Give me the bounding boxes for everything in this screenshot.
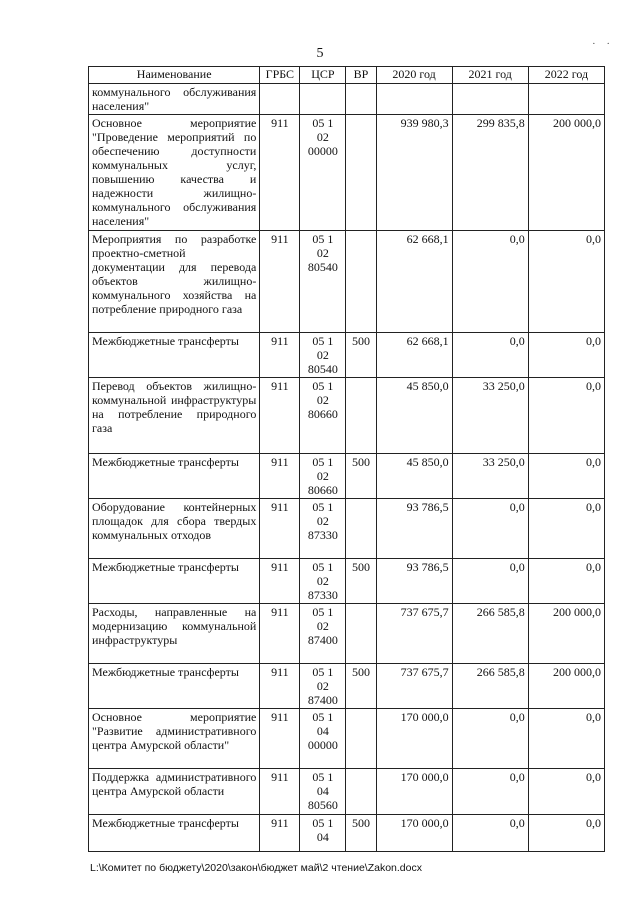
cell-y2020: 62 668,1 — [376, 333, 452, 378]
cell-csr: 05 1 02 80540 — [300, 333, 346, 378]
cell-grbs: 911 — [260, 333, 300, 378]
cell-y2020 — [376, 84, 452, 115]
cell-grbs: 911 — [260, 231, 300, 333]
cell-vr: 500 — [346, 664, 376, 709]
scan-specks: · · — [592, 38, 615, 50]
cell-vr — [346, 115, 376, 231]
cell-y2022: 200 000,0 — [528, 604, 604, 664]
cell-y2022: 0,0 — [528, 454, 604, 499]
header-name: Наименование — [89, 67, 260, 84]
header-2022: 2022 год — [528, 67, 604, 84]
table-row — [89, 709, 605, 769]
cell-csr: 05 1 02 87330 — [300, 499, 346, 559]
cell-y2020: 170 000,0 — [376, 709, 452, 769]
cell-y2020: 939 980,3 — [376, 115, 452, 231]
cell-y2022: 0,0 — [528, 231, 604, 333]
cell-y2021: 0,0 — [452, 231, 528, 333]
cell-name: Межбюджетные трансферты — [89, 559, 260, 604]
cell-csr: 05 1 02 80660 — [300, 378, 346, 454]
cell-name: Межбюджетные трансферты — [89, 815, 260, 852]
table-row — [89, 378, 605, 454]
cell-vr — [346, 378, 376, 454]
cell-y2020: 170 000,0 — [376, 769, 452, 815]
cell-vr: 500 — [346, 815, 376, 852]
cell-grbs: 911 — [260, 115, 300, 231]
cell-y2020: 93 786,5 — [376, 559, 452, 604]
table-row — [89, 604, 605, 664]
table-body — [89, 84, 605, 852]
cell-y2022: 200 000,0 — [528, 115, 604, 231]
cell-grbs: 911 — [260, 454, 300, 499]
cell-name: коммунального обслуживания населения" — [89, 84, 260, 115]
cell-grbs: 911 — [260, 709, 300, 769]
cell-grbs: 911 — [260, 604, 300, 664]
cell-grbs: 911 — [260, 664, 300, 709]
cell-y2022: 0,0 — [528, 333, 604, 378]
table-row — [89, 454, 605, 499]
cell-y2022: 0,0 — [528, 769, 604, 815]
cell-grbs: 911 — [260, 769, 300, 815]
cell-csr: 05 1 04 80560 — [300, 769, 346, 815]
cell-name: Расходы, направленные на модернизацию коммунальной инфраструктуры — [89, 604, 260, 664]
cell-csr: 05 1 02 87400 — [300, 604, 346, 664]
cell-vr — [346, 709, 376, 769]
cell-y2022 — [528, 84, 604, 115]
cell-name: Мероприятия по разработке проектно-сметной документации для перевода объектов жилищно-коммунального хозяйства на потребление природного газа — [89, 231, 260, 333]
cell-y2021: 0,0 — [452, 559, 528, 604]
cell-y2020: 737 675,7 — [376, 664, 452, 709]
cell-name: Основное мероприятие "Развитие административного центра Амурской области" — [89, 709, 260, 769]
cell-name: Межбюджетные трансферты — [89, 333, 260, 378]
cell-name: Оборудование контейнерных площадок для сбора твердых коммунальных отходов — [89, 499, 260, 559]
cell-y2022: 0,0 — [528, 709, 604, 769]
cell-y2022: 0,0 — [528, 815, 604, 852]
cell-vr: 500 — [346, 333, 376, 378]
cell-y2021: 0,0 — [452, 499, 528, 559]
cell-vr — [346, 604, 376, 664]
cell-y2021: 266 585,8 — [452, 664, 528, 709]
cell-y2021: 299 835,8 — [452, 115, 528, 231]
table-row — [89, 84, 605, 115]
cell-name: Межбюджетные трансферты — [89, 664, 260, 709]
header-2021: 2021 год — [452, 67, 528, 84]
cell-y2020: 62 668,1 — [376, 231, 452, 333]
header-2020: 2020 год — [376, 67, 452, 84]
cell-csr: 05 1 02 80660 — [300, 454, 346, 499]
cell-csr: 05 1 04 — [300, 815, 346, 852]
header-vr: ВР — [346, 67, 376, 84]
cell-y2022: 0,0 — [528, 499, 604, 559]
cell-vr — [346, 769, 376, 815]
cell-grbs: 911 — [260, 815, 300, 852]
cell-y2021: 0,0 — [452, 709, 528, 769]
cell-y2021: 0,0 — [452, 333, 528, 378]
cell-y2022: 200 000,0 — [528, 664, 604, 709]
cell-y2020: 170 000,0 — [376, 815, 452, 852]
cell-csr: 05 1 02 87400 — [300, 664, 346, 709]
table-row — [89, 115, 605, 231]
cell-y2020: 737 675,7 — [376, 604, 452, 664]
cell-y2021: 33 250,0 — [452, 378, 528, 454]
cell-y2021: 266 585,8 — [452, 604, 528, 664]
table-row — [89, 815, 605, 852]
cell-name: Межбюджетные трансферты — [89, 454, 260, 499]
cell-grbs: 911 — [260, 559, 300, 604]
cell-vr: 500 — [346, 454, 376, 499]
cell-y2021: 0,0 — [452, 815, 528, 852]
file-path-footer: L:\Комитет по бюджету\2020\закон\бюджет май\2 чтение\Zakon.docx — [90, 862, 422, 874]
table-row — [89, 231, 605, 333]
table-row — [89, 499, 605, 559]
cell-y2020: 45 850,0 — [376, 378, 452, 454]
cell-csr: 05 1 02 80540 — [300, 231, 346, 333]
table-header-row — [89, 67, 605, 84]
cell-csr: 05 1 02 87330 — [300, 559, 346, 604]
cell-grbs: 911 — [260, 499, 300, 559]
table-row — [89, 559, 605, 604]
cell-y2020: 93 786,5 — [376, 499, 452, 559]
table-row — [89, 769, 605, 815]
cell-vr — [346, 499, 376, 559]
cell-y2021 — [452, 84, 528, 115]
cell-y2020: 45 850,0 — [376, 454, 452, 499]
table-row — [89, 333, 605, 378]
cell-y2021: 0,0 — [452, 769, 528, 815]
table-row — [89, 664, 605, 709]
cell-y2022: 0,0 — [528, 378, 604, 454]
cell-y2022: 0,0 — [528, 559, 604, 604]
page-number: 5 — [316, 46, 324, 61]
cell-vr — [346, 84, 376, 115]
cell-grbs: 911 — [260, 378, 300, 454]
cell-vr: 500 — [346, 559, 376, 604]
cell-name: Перевод объектов жилищно-коммунальной инфраструктуры на потребление природного газа — [89, 378, 260, 454]
cell-vr — [346, 231, 376, 333]
cell-grbs — [260, 84, 300, 115]
cell-csr — [300, 84, 346, 115]
header-csr: ЦСР — [300, 67, 346, 84]
budget-table — [88, 66, 605, 852]
header-grbs: ГРБС — [260, 67, 300, 84]
cell-name: Основное мероприятие "Проведение мероприятий по обеспечению доступности коммунальных услуг, повышению качества и надежности жилищно-коммунального обслуживания населения" — [89, 115, 260, 231]
cell-y2021: 33 250,0 — [452, 454, 528, 499]
cell-csr: 05 1 04 00000 — [300, 709, 346, 769]
cell-name: Поддержка административного центра Амурской области — [89, 769, 260, 815]
cell-csr: 05 1 02 00000 — [300, 115, 346, 231]
